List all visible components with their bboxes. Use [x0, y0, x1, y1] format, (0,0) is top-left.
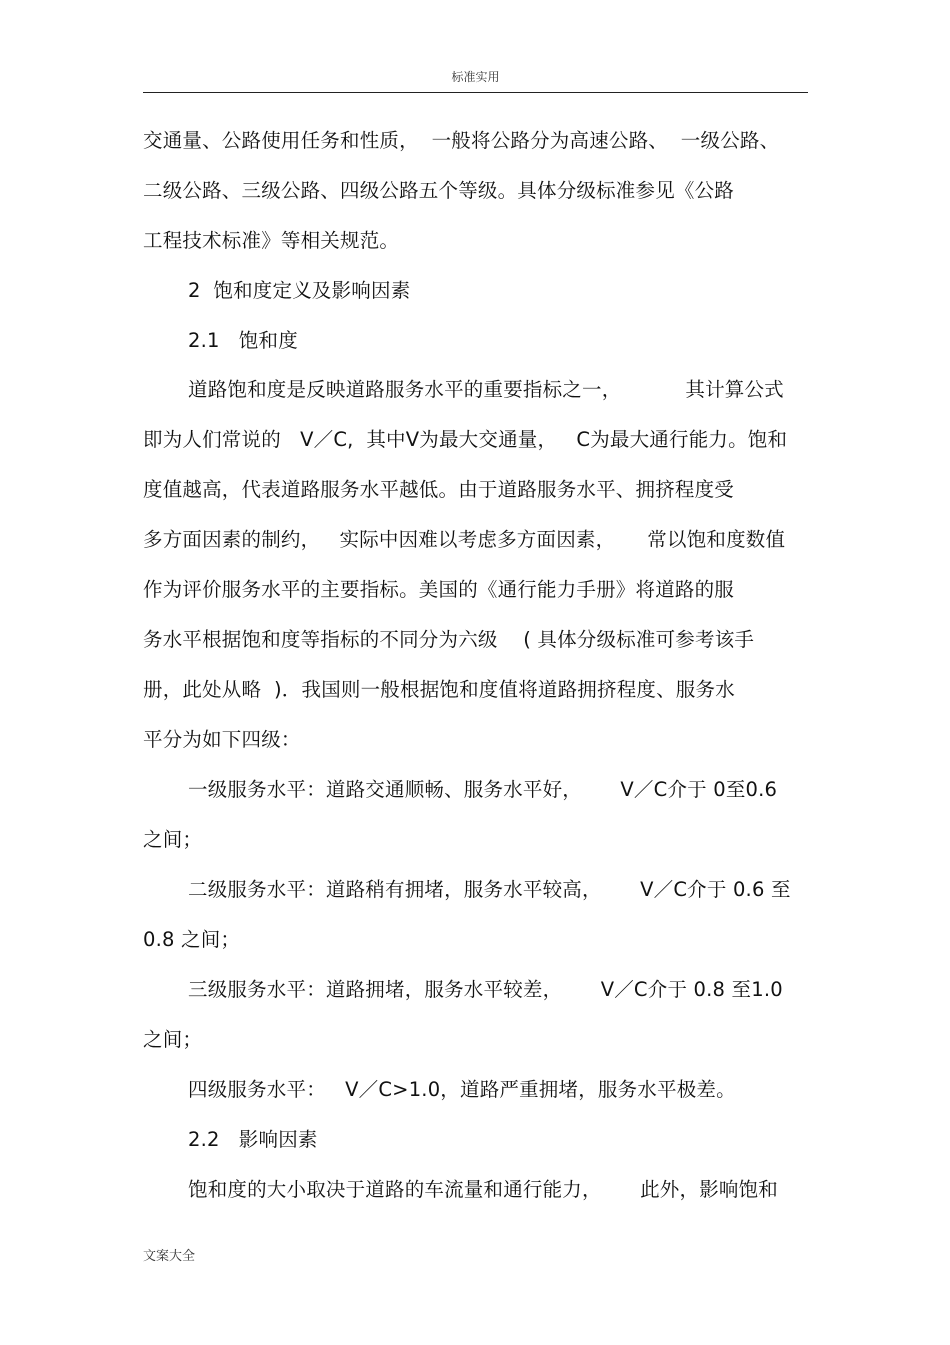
section-heading: 2 饱和度定义及影响因素: [188, 279, 411, 302]
header-title: 标准实用: [451, 70, 500, 84]
paragraph-line: 0.8 之间；: [143, 928, 241, 951]
subsection-heading: 2.1 饱和度: [188, 329, 298, 352]
paragraph-line: 饱和度的大小取决于道路的车流量和通行能力， 此外，影响饱和: [188, 1178, 778, 1201]
paragraph-line: 之间；: [143, 828, 203, 851]
paragraph-line: 作为评价服务水平的主要指标。美国的《通行能力手册》将道路的服: [143, 578, 735, 601]
paragraph-line: 度值越高，代表道路服务水平越低。由于道路服务水平、拥挤程度受: [143, 478, 735, 501]
paragraph-line: 工程技术标准》等相关规范。: [143, 229, 400, 252]
paragraph-line: 册，此处从略 )．我国则一般根据饱和度值将道路拥挤程度、服务水: [143, 678, 735, 701]
list-item-level-4: 四级服务水平： V／C>1.0，道路严重拥堵，服务水平极差。: [188, 1078, 736, 1101]
page-footer: [143, 1245, 195, 1264]
paragraph-line: 务水平根据饱和度等指标的不同分为六级 ( 具体分级标准可参考该手: [143, 628, 755, 651]
paragraph-line: 二级公路、三级公路、四级公路五个等级。具体分级标准参见《公路: [143, 179, 735, 202]
paragraph-line: 即为人们常说的 V／C, 其中V为最大交通量， C为最大通行能力。饱和: [143, 428, 788, 451]
paragraph-line: 道路饱和度是反映道路服务水平的重要指标之一， 其计算公式: [188, 378, 784, 401]
list-item-level-3: 三级服务水平：道路拥堵，服务水平较差， V／C介于 0.8 至1.0: [188, 978, 783, 1001]
page-header: [143, 62, 808, 93]
paragraph-line: 多方面因素的制约， 实际中因难以考虑多方面因素， 常以饱和度数值: [143, 528, 786, 551]
list-item-level-2: 二级服务水平：道路稍有拥堵，服务水平较高， V／C介于 0.6 至: [188, 878, 791, 901]
paragraph-line: 交通量、公路使用任务和性质， 一般将公路分为高速公路、 一级公路、: [143, 129, 780, 152]
list-item-level-1: 一级服务水平：道路交通顺畅、服务水平好， V／C介于 0至0.6: [188, 778, 778, 801]
paragraph-line: 平分为如下四级：: [143, 728, 301, 751]
footer-text: 文案大全: [143, 1249, 196, 1264]
subsection-heading: 2.2 影响因素: [188, 1128, 318, 1151]
paragraph-line: 之间；: [143, 1028, 203, 1051]
